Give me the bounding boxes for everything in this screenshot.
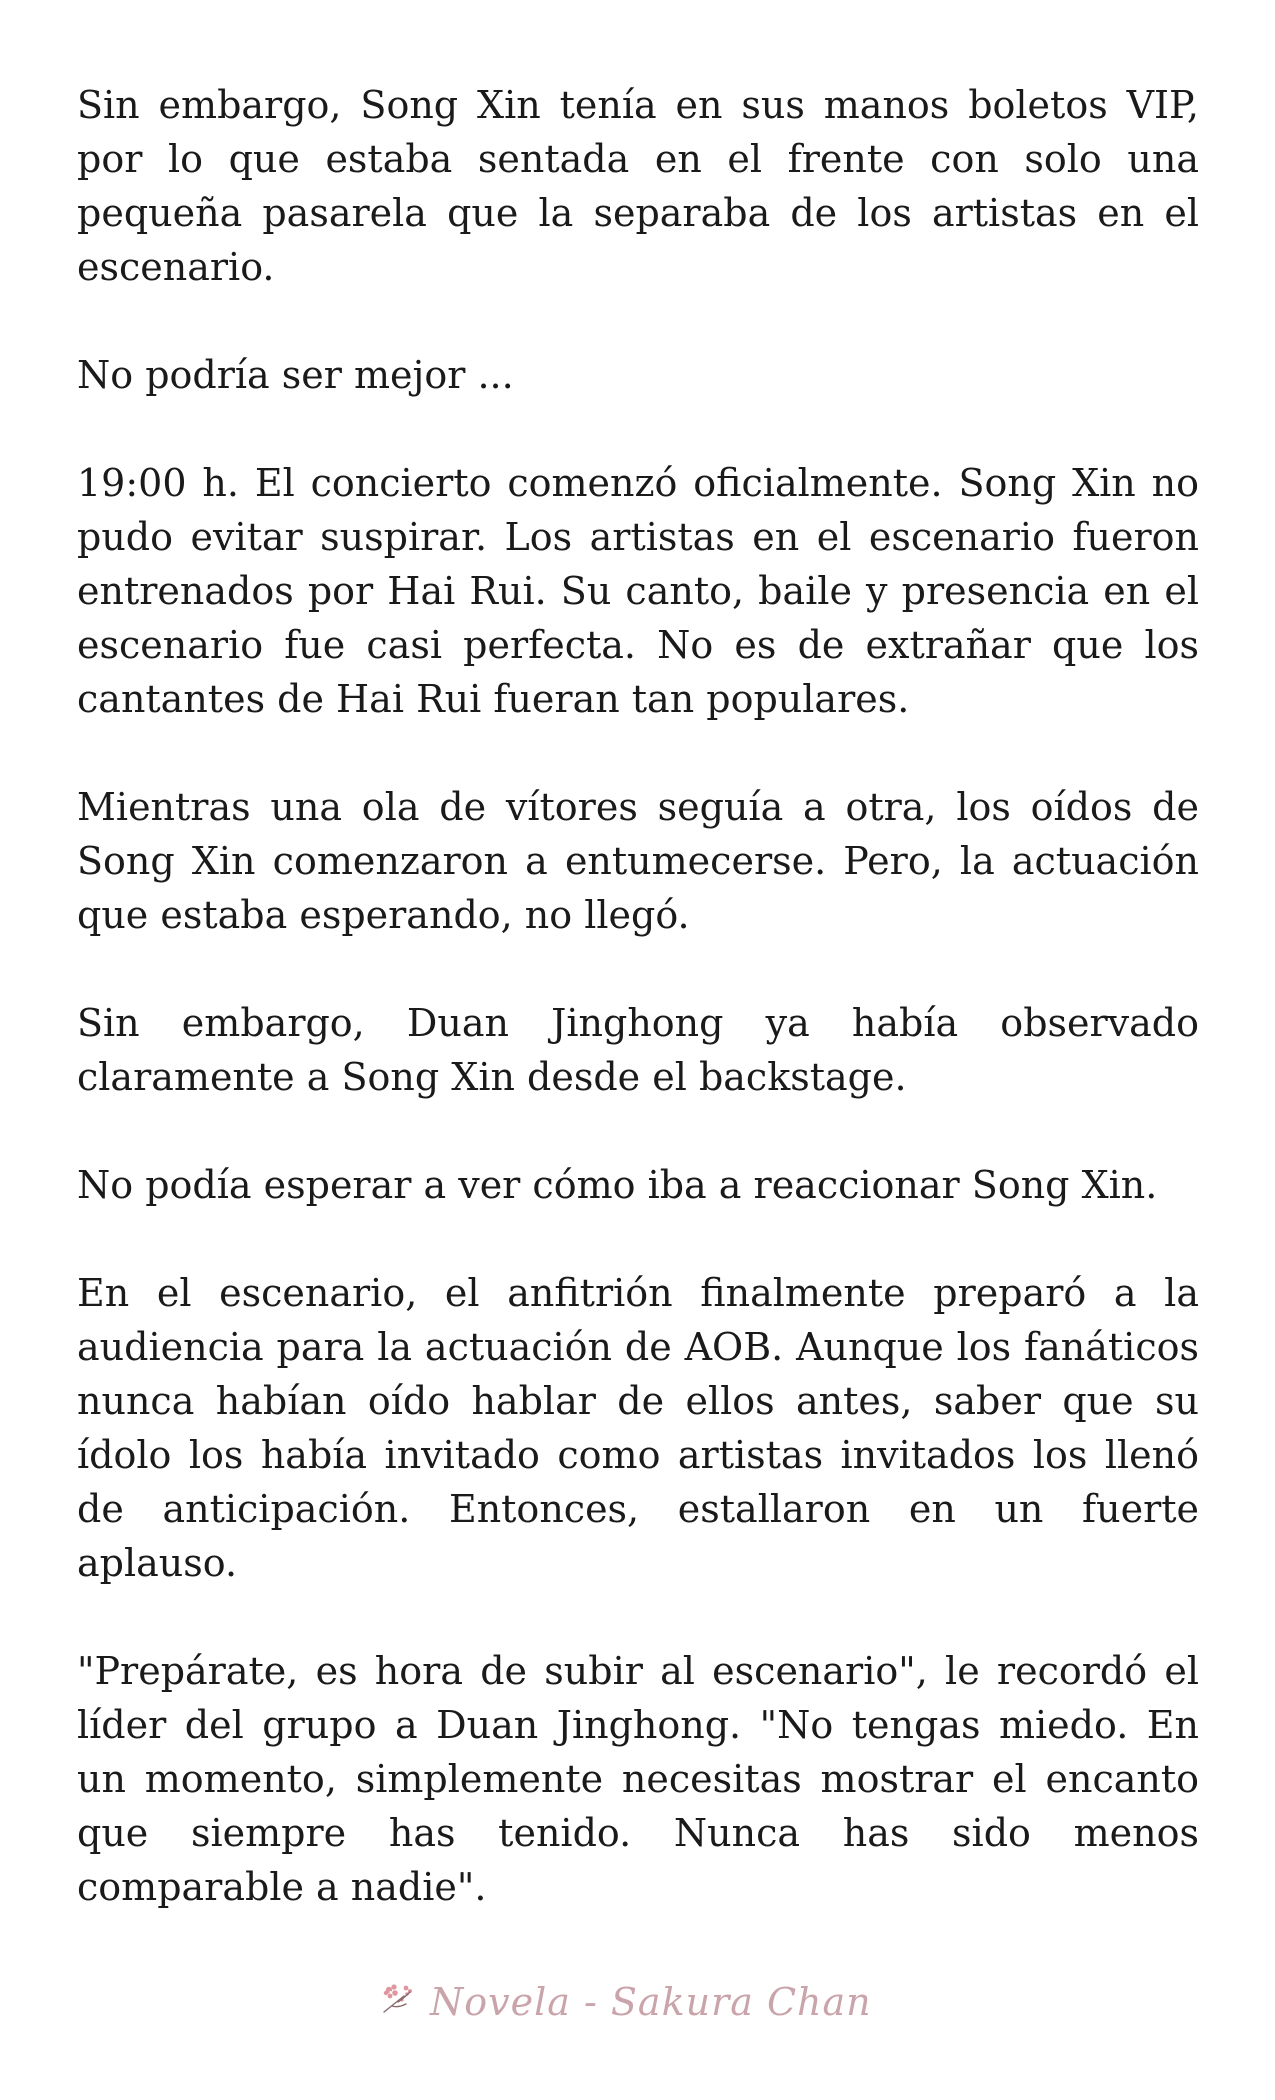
watermark-text: Novela - Sakura Chan (430, 1980, 872, 2024)
paragraph: En el escenario, el anfitrión finalmente preparó a la audiencia para la actuación de AOB. Aunque los fanáticos nunca habían oído hablar de ellos antes, saber que su ídolo los había invitado como artistas invitados los llenó de anticipación. Entonces, estallaron en un fuerte aplauso. (77, 1271, 1199, 1585)
paragraph: Mientras una ola de vítores seguía a otra, los oídos de Song Xin comenzaron a entumecerse. Pero, la actuación que estaba esperando, no llegó. (77, 785, 1199, 937)
paragraph: Sin embargo, Duan Jinghong ya había observado claramente a Song Xin desde el backstage. (77, 1001, 1199, 1099)
paragraph: No podía esperar a ver cómo iba a reaccionar Song Xin. (77, 1163, 1158, 1207)
paragraph: "Prepárate, es hora de subir al escenario", le recordó el líder del grupo a Duan Jinghong. "No tengas miedo. En un momento, simplemente necesitas mostrar el encanto que siempre has tenido. Nunca has sido menos comparable a nadie". (77, 1649, 1199, 1909)
document-body (77, 78, 1199, 1914)
paragraph: 19:00 h. El concierto comenzó oficialmente. Song Xin no pudo evitar suspirar. Los artistas en el escenario fueron entrenados por Hai Rui. Su canto, baile y presencia en el escenario fue casi perfecta. No es de extrañar que los cantantes de Hai Rui fueran tan populares. (77, 461, 1199, 721)
paragraph: No podría ser mejor ... (77, 353, 514, 397)
paragraph: Sin embargo, Song Xin tenía en sus manos boletos VIP, por lo que estaba sentada en el frente con solo una pequeña pasarela que la separaba de los artistas en el escenario. (77, 83, 1199, 289)
watermark (380, 1978, 872, 2026)
sakura-blossom-icon (380, 1982, 422, 2022)
